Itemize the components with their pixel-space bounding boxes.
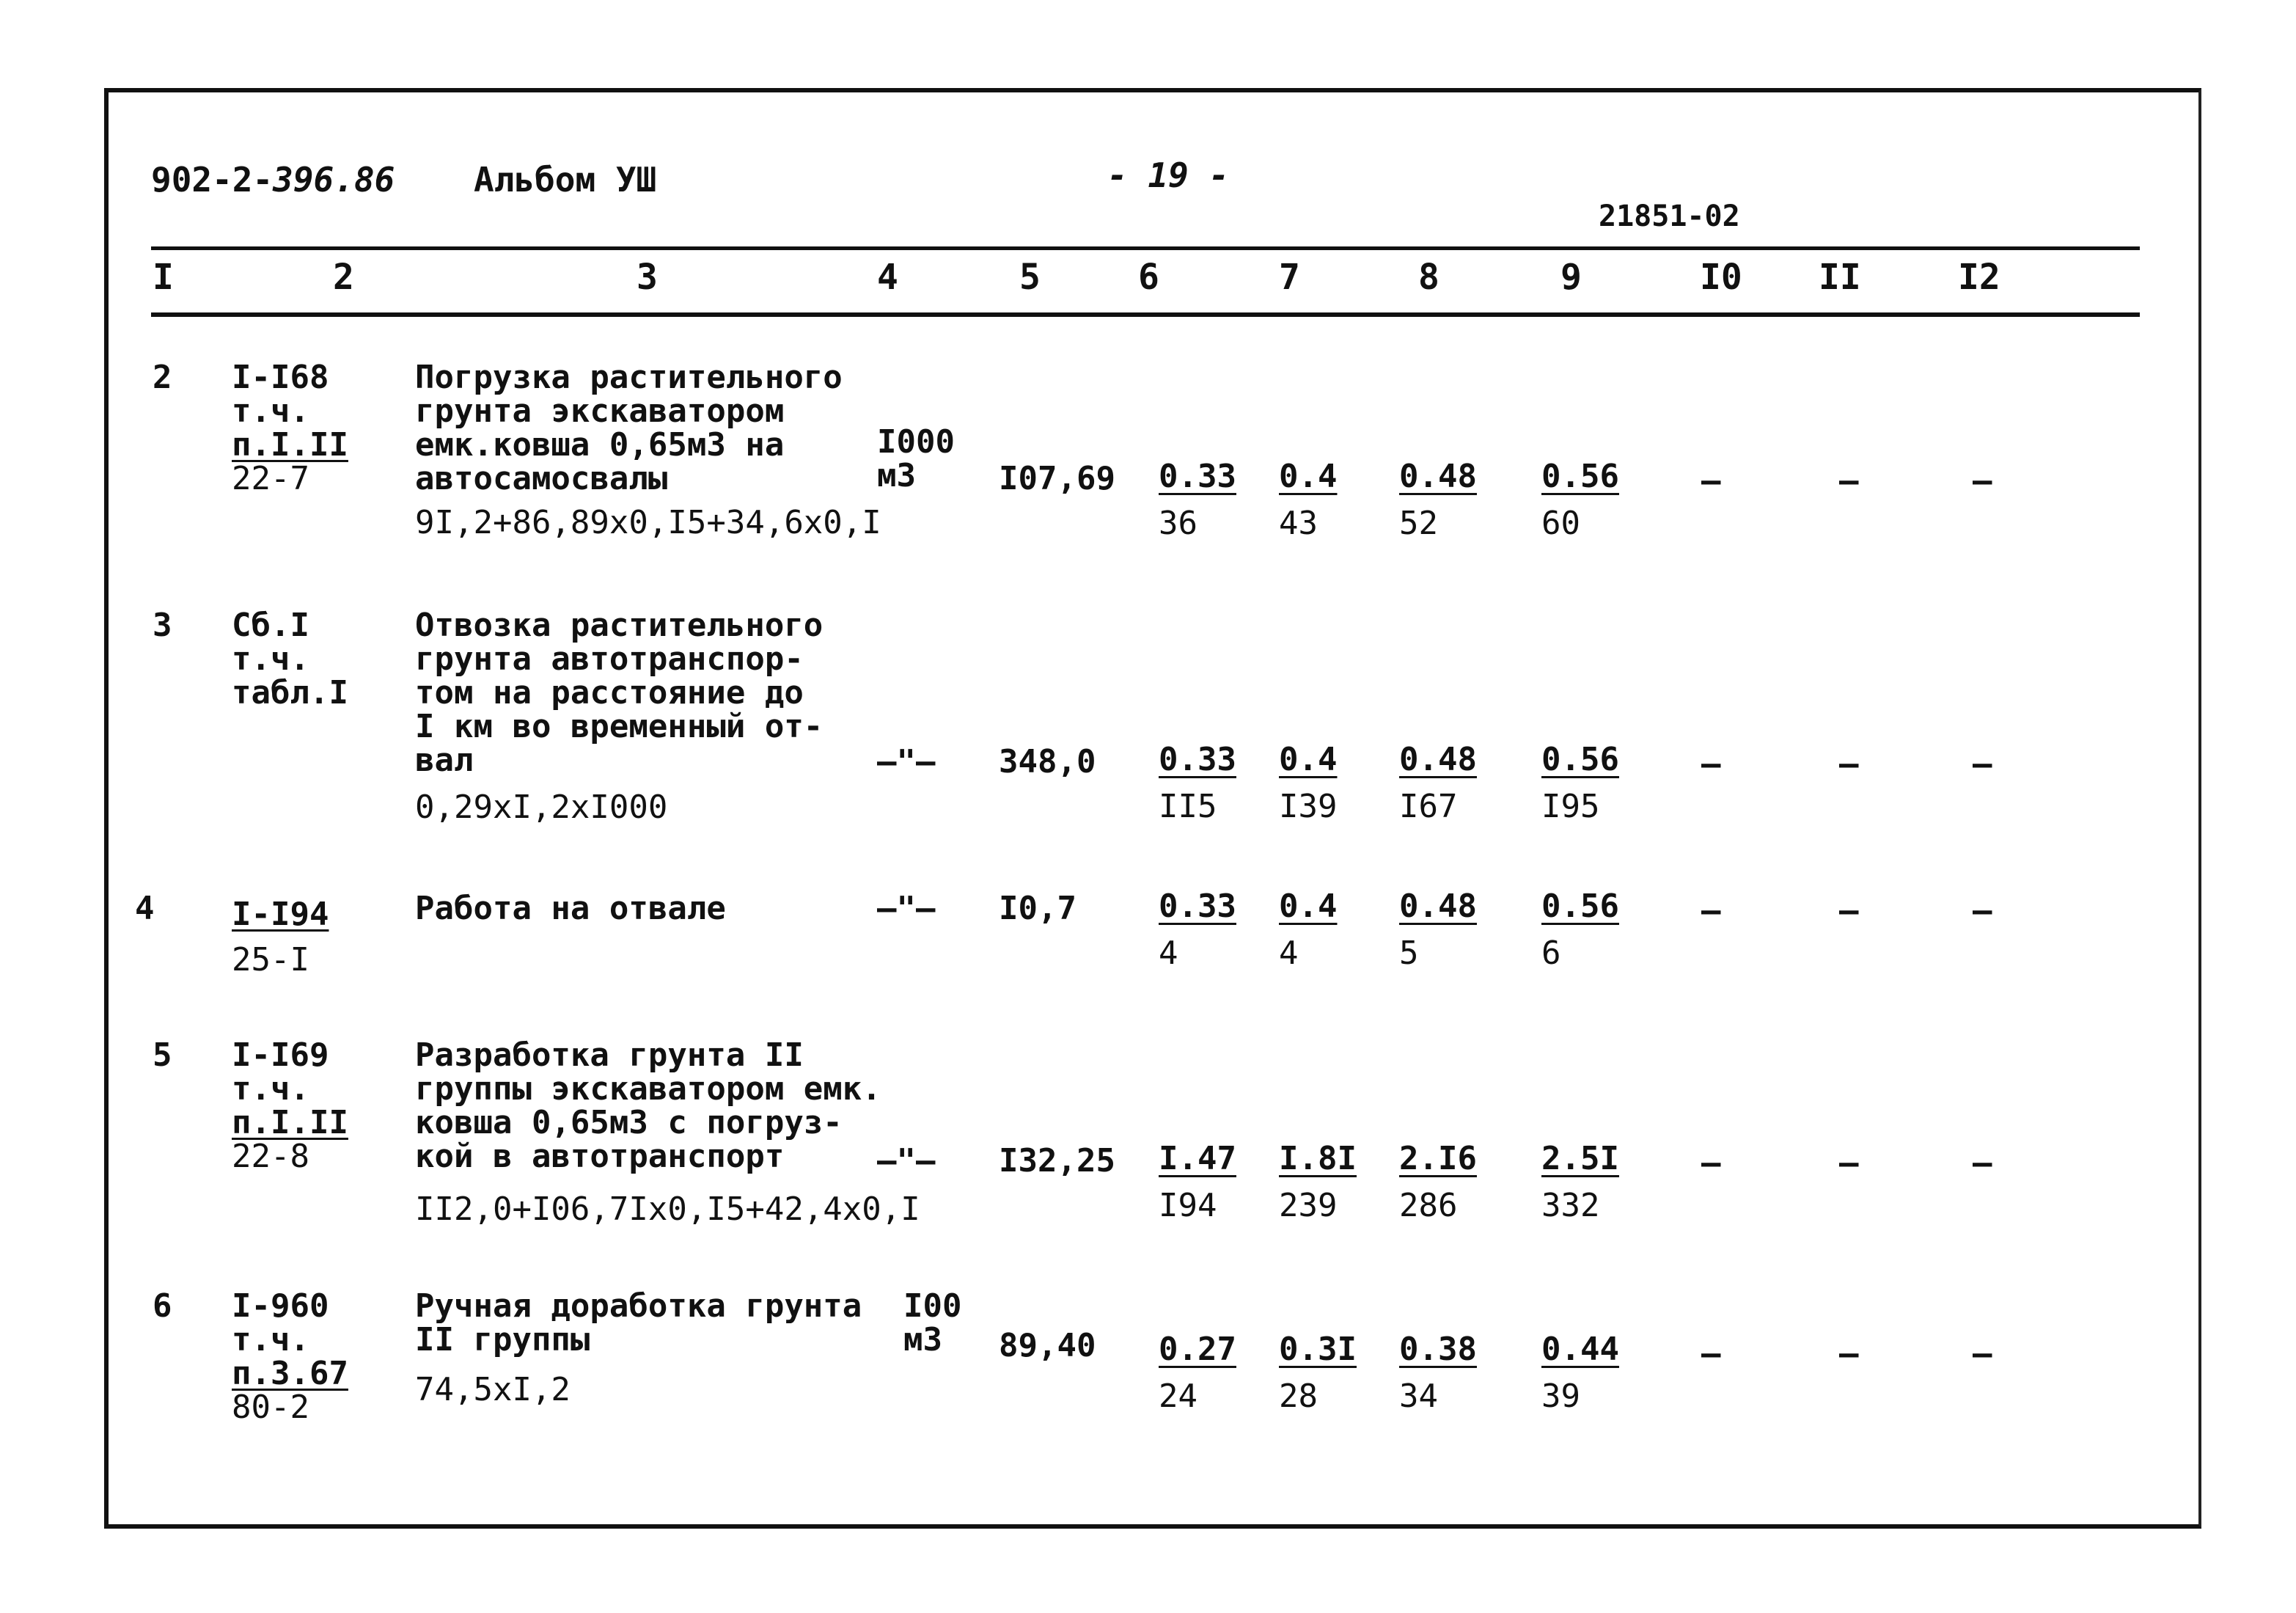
row-formula: II2,0+I06,7Ix0,I5+42,4x0,I xyxy=(415,1190,920,1228)
album-label: Альбом УШ xyxy=(474,160,657,200)
row-price: 89,40 xyxy=(999,1327,1096,1364)
row-price: I32,25 xyxy=(999,1142,1115,1179)
header-rule-top xyxy=(151,246,2140,250)
coef-col-7: $\frac{0.3I}{28}$ xyxy=(1279,1331,1357,1415)
row-number: 3 xyxy=(153,607,172,644)
row-description: Отвозка растительного грунта автотранспор- том на расстояние до I км во временный от- вал xyxy=(415,607,824,779)
col-10-value: – xyxy=(1701,1335,1721,1372)
coef-col-9: $\frac{2.5I}{332}$ xyxy=(1541,1140,1619,1224)
coef-col-6: $\frac{0.27}{24}$ xyxy=(1159,1331,1236,1415)
coef-col-9: $\frac{0.56}{60}$ xyxy=(1541,458,1619,542)
row-unit: –"– xyxy=(877,743,936,780)
coef-col-8: $\frac{0.48}{I67}$ xyxy=(1399,741,1477,825)
row-price: 348,0 xyxy=(999,743,1096,780)
row-description: Разработка грунта II группы экскаватором емк. ковша 0,65м3 с погруз- кой в автотранспорт xyxy=(415,1036,881,1175)
col-header-10: I0 xyxy=(1700,257,1742,298)
col-10-value: – xyxy=(1701,745,1721,783)
coef-col-9: $\frac{0.56}{I95}$ xyxy=(1541,741,1619,825)
col-header-11: II xyxy=(1819,257,1861,298)
row-reference: Сб.I т.ч. табл.I xyxy=(232,607,348,712)
page-number: - 19 - xyxy=(1107,156,1230,195)
row-number: 4 xyxy=(135,890,155,927)
coef-col-9: $\frac{0.44}{39}$ xyxy=(1541,1331,1619,1415)
col-header-8: 8 xyxy=(1418,257,1439,298)
row-unit: –"– xyxy=(877,1142,936,1179)
coef-col-8: $\frac{0.48}{52}$ xyxy=(1399,458,1477,542)
row-description: Ручная доработка грунта II группы xyxy=(415,1287,862,1358)
row-unit: I000 м3 xyxy=(877,423,955,494)
row-reference: I-960 т.ч. п.3.67 80-2 xyxy=(232,1287,348,1426)
col-header-4: 4 xyxy=(877,257,898,298)
coef-col-6: $\frac{I.47}{I94}$ xyxy=(1159,1140,1236,1224)
row-unit: –"– xyxy=(877,890,936,927)
coef-col-6: $\frac{0.33}{36}$ xyxy=(1159,458,1236,542)
col-header-6: 6 xyxy=(1138,257,1159,298)
row-reference: I-I94 25-I xyxy=(232,896,329,979)
coef-col-9: $\frac{0.56}{6}$ xyxy=(1541,888,1619,972)
coef-col-7: $\frac{0.4}{43}$ xyxy=(1279,458,1338,542)
coef-col-7: $\frac{0.4}{4}$ xyxy=(1279,888,1338,972)
row-reference: I-I69 т.ч. п.I.II 22-8 xyxy=(232,1036,348,1175)
coef-col-8: $\frac{2.I6}{286}$ xyxy=(1399,1140,1477,1224)
coef-col-7: $\frac{I.8I}{239}$ xyxy=(1279,1140,1357,1224)
coef-col-6: $\frac{0.33}{II5}$ xyxy=(1159,741,1236,825)
col-11-value: – xyxy=(1839,1335,1859,1372)
row-number: 5 xyxy=(153,1036,172,1074)
row-price: I0,7 xyxy=(999,890,1077,927)
row-formula: 74,5xI,2 xyxy=(415,1371,571,1408)
col-header-9: 9 xyxy=(1560,257,1582,298)
coef-col-6: $\frac{0.33}{4}$ xyxy=(1159,888,1236,972)
row-unit: I00 м3 xyxy=(903,1287,962,1358)
col-11-value: – xyxy=(1839,462,1859,500)
coef-col-8: $\frac{0.48}{5}$ xyxy=(1399,888,1477,972)
row-description: Погрузка растительного грунта экскаватором емк.ковша 0,65м3 на автосамосвалы xyxy=(415,359,843,497)
coef-col-8: $\frac{0.38}{34}$ xyxy=(1399,1331,1477,1415)
row-price: I07,69 xyxy=(999,460,1115,497)
col-header-2: 2 xyxy=(333,257,354,298)
col-11-value: – xyxy=(1839,1144,1859,1182)
col-10-value: – xyxy=(1701,462,1721,500)
col-12-value: – xyxy=(1973,1144,1992,1182)
col-10-value: – xyxy=(1701,1144,1721,1182)
col-10-value: – xyxy=(1701,892,1721,929)
row-formula: 9I,2+86,89x0,I5+34,6x0,I xyxy=(415,504,881,541)
row-number: 6 xyxy=(153,1287,172,1325)
col-12-value: – xyxy=(1973,1335,1992,1372)
coef-col-7: $\frac{0.4}{I39}$ xyxy=(1279,741,1338,825)
doc-code: 902-2-396.86 xyxy=(151,160,395,200)
col-11-value: – xyxy=(1839,745,1859,783)
header-rule-bottom xyxy=(151,312,2140,317)
stamp-number: 21851-02 xyxy=(1599,200,1740,233)
row-number: 2 xyxy=(153,359,172,396)
col-header-7: 7 xyxy=(1279,257,1300,298)
row-reference: I-I68 т.ч. п.I.II 22-7 xyxy=(232,359,348,497)
col-header-1: I xyxy=(153,257,174,298)
col-12-value: – xyxy=(1973,745,1992,783)
col-12-value: – xyxy=(1973,462,1992,500)
col-header-12: I2 xyxy=(1958,257,2000,298)
col-header-3: 3 xyxy=(637,257,658,298)
row-description: Работа на отвале xyxy=(415,890,726,927)
col-header-5: 5 xyxy=(1019,257,1041,298)
col-12-value: – xyxy=(1973,892,1992,929)
row-formula: 0,29xI,2xI000 xyxy=(415,789,668,826)
col-11-value: – xyxy=(1839,892,1859,929)
